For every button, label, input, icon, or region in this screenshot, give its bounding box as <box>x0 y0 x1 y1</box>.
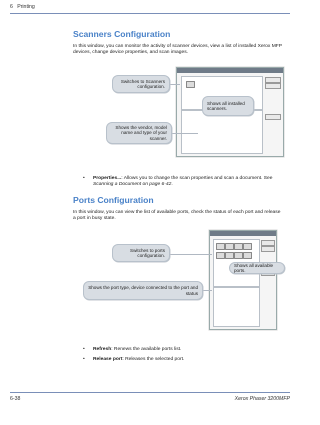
properties-bullet <box>83 176 283 190</box>
callout-available-ports: Shows all available ports. <box>229 262 285 274</box>
footer-rule <box>10 392 290 393</box>
port-icon <box>243 243 252 250</box>
scanners-intro: In this window, you can monitor the activity of scanner devices, view a list of installed Xerox MFP devices, change device properties, and scan images. <box>73 44 282 56</box>
header-rule <box>10 13 290 14</box>
properties-term: Properties... <box>93 176 122 181</box>
help-button <box>265 83 281 89</box>
properties-xref: Scanning a Document on page 6-42 <box>93 182 172 188</box>
refresh-button <box>265 77 281 83</box>
release-port-term: Release port <box>93 357 123 362</box>
port-icon <box>225 252 234 259</box>
chapter-number: 6 <box>10 4 13 10</box>
callout-switch-scanners: Switches to Scanners configuration. <box>112 75 170 93</box>
release-port-bullet <box>83 357 283 364</box>
ports-heading: Ports Configuration <box>73 195 154 205</box>
scanner-thumb-icon <box>186 81 195 88</box>
refresh-term: Refresh <box>93 347 112 352</box>
window-titlebar <box>210 231 276 236</box>
page-number: 6-38 <box>10 396 21 402</box>
callout-installed-scanners: Shows all installed scanners. <box>202 96 254 116</box>
port-icon <box>225 243 234 250</box>
ports-window-screenshot <box>209 230 277 330</box>
properties-button <box>265 114 281 120</box>
scanners-heading: Scanners Configuration <box>73 29 171 39</box>
bullet-dot: • <box>83 176 85 181</box>
page-header <box>10 4 35 10</box>
product-name: Xerox Phaser 3200MFP <box>234 396 290 402</box>
ports-intro: In this window, you can view the list of available ports, check the status of each port and release a port in busy state. <box>73 210 281 222</box>
port-info-area <box>213 287 260 327</box>
vendor-connector <box>168 133 198 134</box>
refresh-button <box>261 240 275 246</box>
help-button <box>261 246 275 252</box>
release-port-text: : Releases the selected port. <box>122 357 185 362</box>
scanner-info-area <box>181 110 263 154</box>
port-icon <box>234 243 243 250</box>
callout-switch-ports: Switches to ports configuration. <box>112 244 170 262</box>
callout-port-type: Shows the port type, device connected to the port and status <box>83 281 203 300</box>
refresh-text: : Renews the available ports list. <box>111 347 182 352</box>
port-icon <box>234 252 243 259</box>
ports-switch-connector <box>166 254 212 255</box>
chapter-title: Printing <box>17 4 35 10</box>
port-icon <box>216 252 225 259</box>
callout-vendor-model: Shows the vendor, model name and type of your scanner. <box>106 122 172 144</box>
bullet-dot: • <box>83 357 85 362</box>
port-icon <box>216 243 225 250</box>
refresh-bullet <box>83 347 283 354</box>
window-titlebar <box>177 68 283 73</box>
properties-end: . <box>171 182 173 188</box>
properties-text: : Allows you to change the scan properties and scan a document. See <box>121 176 273 181</box>
bullet-dot: • <box>83 347 85 352</box>
port-icon <box>243 252 252 259</box>
